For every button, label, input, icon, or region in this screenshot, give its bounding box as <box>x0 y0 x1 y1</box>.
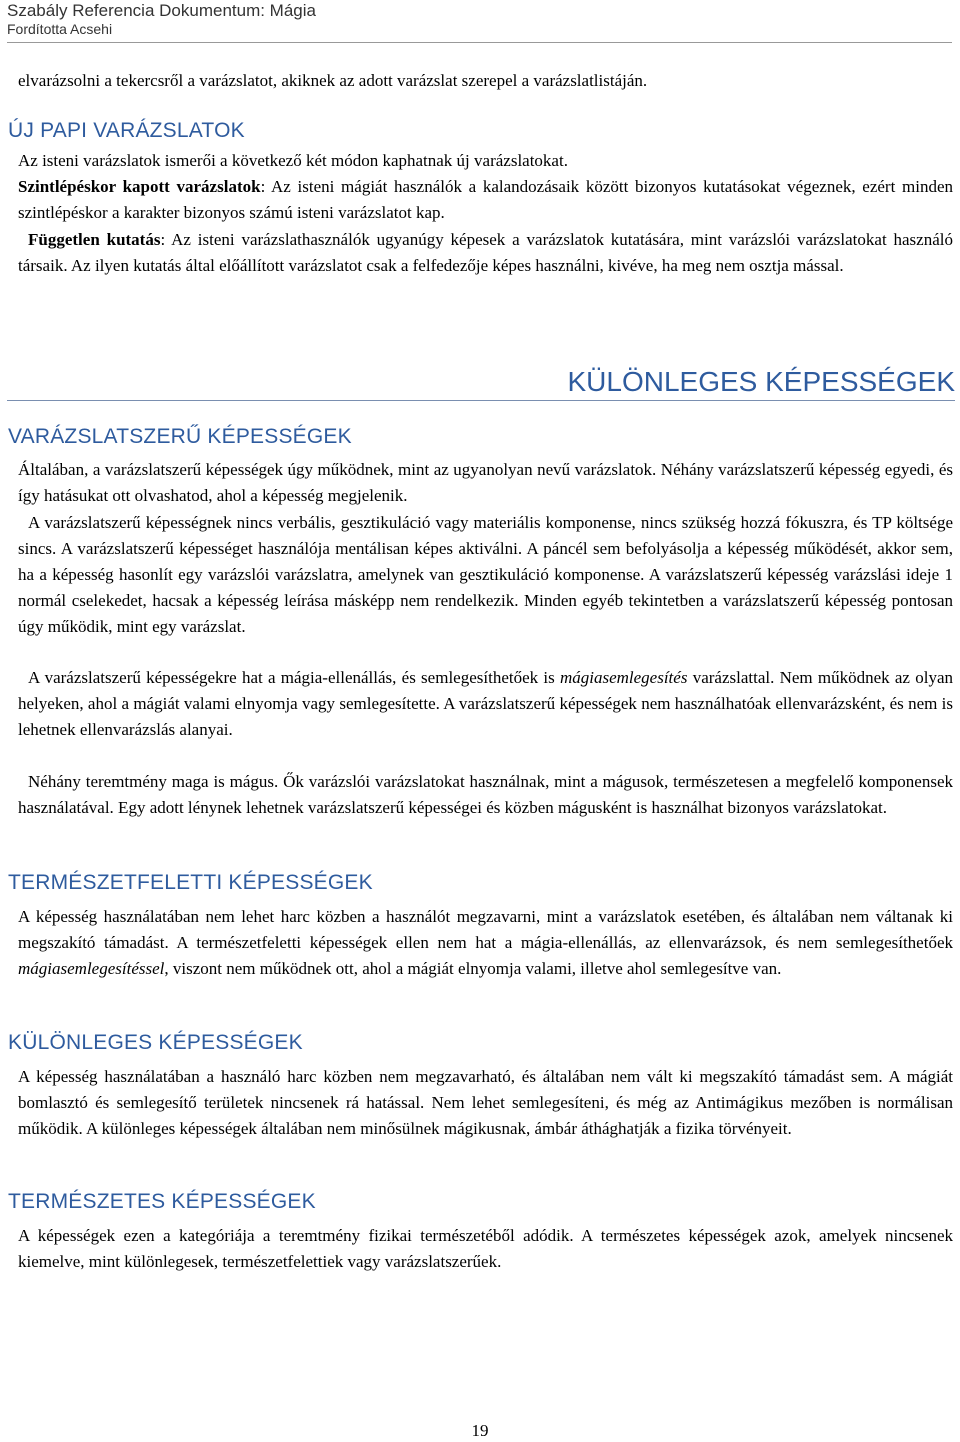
termeszetfeletti-p1-text-a: A képesség használatában nem lehet harc közben a használót megzavarni, mint a varázslatok esetében, és általában nem váltanak ki megszakító támadást. A természetfeletti képességek ellen nem hat a mágia-ellenállás, az ellenvarázsok, és nem semlegesíthetőek <box>18 907 953 952</box>
item-2-term: Független kutatás <box>28 230 161 249</box>
page-number: 19 <box>471 1421 489 1440</box>
uj-papi-lead: Az isteni varázslatok ismerői a következő két módon kaphatnak új varázslatokat. <box>18 151 568 170</box>
document-title: Szabály Referencia Dokumentum: Mágia <box>7 1 316 20</box>
item-1-term: Szintlépéskor kapott varázslatok <box>18 177 261 196</box>
uj-papi-item-1 <box>18 174 953 226</box>
uj-papi-item-2 <box>18 227 953 279</box>
varazslatszeru-p3-text-b: varázslattal. Nem működnek az olyan helyeken, ahol a mágiát valami elnyomja vagy semlegesítette. A varázslatszerű képességek nem használhatóak ellenvarázsként, és nem is lehetnek ellenvarázslás alanyai. <box>18 668 953 739</box>
termeszetes-p1: A képességek ezen a kategóriája a teremtmény fizikai természetéből adódik. A természetes képességek azok, amelyek nincsenek kiemelve, mint különlegesek, természetfelettiek vagy varázslatszerűek. <box>18 1226 953 1271</box>
chapter-title-bar <box>7 362 955 401</box>
termeszetfeletti-p1-emphasis: mágiasemlegesítéssel <box>18 959 165 978</box>
document-subtitle: Fordította Acsehi <box>7 21 113 37</box>
item-2-text: : Az isteni varázslathasználók ugyanúgy képesek a varázslatok kutatására, mint varázslói varázslatokat használó társaik. Az ilyen kutatás által előállított varázslatot csak a felfedezője képes használni, kivéve, ha meg nem osztja mással. <box>18 230 953 275</box>
chapter-title: KÜLÖNLEGES KÉPESSÉGEK <box>567 366 955 397</box>
kulonleges-p1: A képesség használatában a használó harc közben nem megzavarható, és általában nem vált ki megszakító támadást sem. A mágiát bomlasztó és semlegesítő területek nincsenek rá hatással. Nem lehet semlegesíteni, és még az Antimágikus mezőben is normálisan működik. A különleges képességek általában nem minősülnek mágikusnak, ámbár áthághatják a fizika törvényeit. <box>18 1067 953 1138</box>
varazslatszeru-p2-text: A varázslatszerű képességnek nincs verbális, gesztikuláció vagy materiális komponense, nincs szükség hozzá fókuszra, és TP költsége sincs. A varázslatszerű képességet használója mentálisan képes aktiválni. A páncél sem befolyásolja a képesség működését, akkor sem, ha a képesség hasonlít egy varázslói varázslatra, amelynek van gesztikuláció komponense. A varázslatszerű képesség varázslási ideje 1 normál cselekedet, hacsak a képesség leírása másképp nem rendelkezik. Minden egyéb tekintetben a varázslatszerű képesség pontosan úgy működik, mint egy varázslat. <box>18 513 953 636</box>
termeszetfeletti-p1-text-b: , viszont nem működnek ott, ahol a mágiát elnyomja valami, illetve ahol semlegesítve van. <box>164 959 782 978</box>
varazslatszeru-p4 <box>18 769 953 821</box>
page-header <box>7 0 952 43</box>
varazslatszeru-p3-text-a: A varázslatszerű képességekre hat a mágia-ellenállás, és semlegesíthetőek is <box>28 668 560 687</box>
item-1-text: : Az isteni mágiát használók a kalandozásaik között bizonyos kutatásokat végeznek, ezért minden szintlépéskor a karakter bizonyos számú isteni varázslatot kap. <box>18 177 953 222</box>
varazslatszeru-p4-text: Néhány teremtmény maga is mágus. Ők varázslói varázslatokat használnak, mint a mágusok, természetesen a megfelelő komponensek használatával. Egy adott lénynek lehetnek varázslatszerű képességei és közben mágusként is használhat bizonyos varázslatokat. <box>18 772 953 817</box>
varazslatszeru-p3-emphasis: mágiasemlegesítés <box>559 668 688 687</box>
heading-termeszetes-kepessegek: TERMÉSZETES KÉPESSÉGEK <box>8 1190 316 1213</box>
heading-termeszetfeletti-kepessegek: TERMÉSZETFELETTI KÉPESSÉGEK <box>8 871 373 894</box>
varazslatszeru-p1: Általában, a varázslatszerű képességek úgy működnek, mint az ugyanolyan nevű varázslatok. Néhány varázslatszerű képesség egyedi, és így hatásukat ott olvashatod, ahol a képesség megjelenik. <box>18 460 953 505</box>
termeszetfeletti-p1 <box>18 904 953 982</box>
heading-uj-papi-varazslatok: ÚJ PAPI VARÁZSLATOK <box>8 119 245 142</box>
varazslatszeru-p3 <box>18 665 953 743</box>
heading-varazslatszeru-kepessegek: VARÁZSLATSZERŰ KÉPESSÉGEK <box>8 425 352 448</box>
varazslatszeru-p2 <box>18 510 953 640</box>
heading-kulonleges-kepessegek: KÜLÖNLEGES KÉPESSÉGEK <box>8 1031 303 1054</box>
intro-paragraph: elvarázsolni a tekercsről a varázslatot, akiknek az adott varázslat szerepel a varázslatlistáján. <box>18 71 648 90</box>
